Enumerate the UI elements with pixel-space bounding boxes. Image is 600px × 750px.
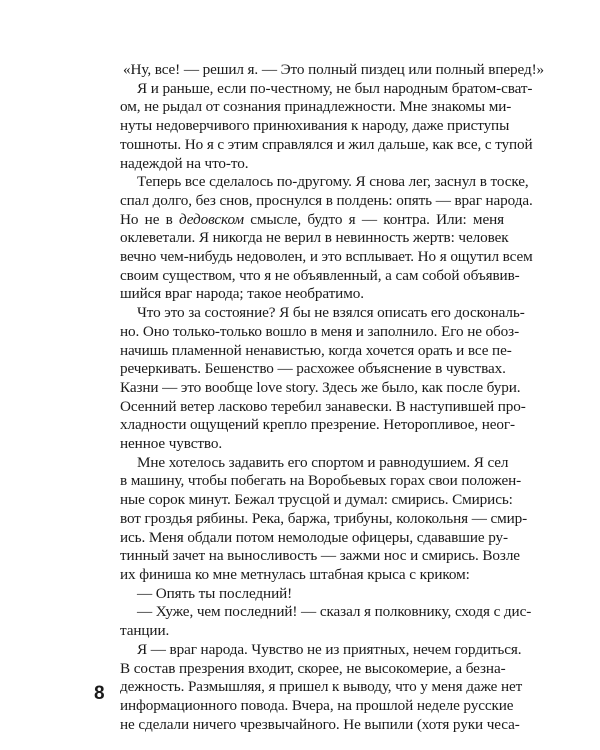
text-line: но. Оно только-только вошло в меня и заполнило. Его не обоз-	[120, 322, 520, 340]
text-line: Казни — это вообще love story. Здесь же было, как после бури.	[120, 378, 521, 396]
text-line: тошноты. Но я с этим справлялся и жил дальше, как все, с тупой	[120, 135, 533, 153]
text-line: нуты недоверчивого принюхивания к народу, даже приступы	[120, 117, 510, 135]
text-line: в машину, чтобы побегать на Воробьевых горах свои положен-	[120, 472, 522, 490]
text-line: их финиша ко мне метнулась штабная крыса с криком:	[120, 565, 470, 583]
text-line: тинный зачет на выносливость — зажми нос и смирись. Возле	[120, 547, 520, 565]
text-line: информационного повода. Вчера, на прошлой неделе русские	[120, 696, 514, 714]
text-line: Я и раньше, если по-честному, не был народным братом-сват-	[137, 79, 533, 97]
text-line: вот гроздья рябины. Река, баржа, трибуны, колокольня — смир-	[120, 509, 528, 527]
text-line: ом, не рыдал от сознания принадлежности. Мне знакомы ми-	[120, 98, 512, 116]
text-line: танции.	[120, 622, 170, 640]
text-line: Мне хотелось задавить его спортом и равнодушием. Я сел	[137, 453, 509, 471]
text-line: оклеветали. Я никогда не верил в невинность жертв: человек	[120, 229, 509, 247]
text-line: Теперь все сделалось по-другому. Я снова лег, заснул в тоске,	[137, 173, 529, 191]
text-line: речеркивать. Бешенство — расхожее объяснение в чувствах.	[120, 360, 506, 378]
text-line: дежность. Размышляя, я пришел к выводу, что у меня даже нет	[120, 678, 523, 696]
text-line: начишь пламенной ненавистью, когда хочется орать и все пе-	[120, 341, 512, 359]
text-line: Что это за состояние? Я бы не взялся описать его доскональ-	[137, 304, 525, 322]
text-line: хладности ощущений крепло презрение. Неторопливое, неог-	[120, 416, 516, 434]
text-line: — Опять ты последний!	[137, 584, 293, 602]
text-line: «Ну, все! — решил я. — Это полный пиздец или полный вперед!»	[123, 61, 545, 78]
text-line: ись. Меня обдали потом немолодые офицеры, сдававшие ру-	[120, 528, 508, 546]
text-line: спал долго, без снов, проснулся в полдень: опять — враг народа.	[120, 191, 533, 209]
text-line: ные сорок минут. Бежал трусцой и думал: смирись. Смирись:	[120, 491, 513, 509]
text-line: Я — враг народа. Чувство не из приятных, нечем гордиться.	[137, 640, 522, 658]
text-line: не сделали ничего чрезвычайного. Не выпили (хотя руки чеса-	[120, 715, 520, 733]
body-text	[120, 61, 545, 734]
text-line: надеждой на что-то.	[120, 154, 249, 172]
text-line: шийся враг народа; такое необратимо.	[120, 285, 364, 303]
text-line: ненное чувство.	[120, 435, 223, 453]
text-line: своим существом, что я не объявленный, а сам собой объявив-	[120, 266, 520, 284]
text-line: вечно чем-нибудь недоволен, и это всплывает. Но я ощутил всем	[120, 248, 533, 266]
text-line: Но не в дедовском смысле, будто я — контра. Или: меня	[120, 210, 504, 228]
text-line: — Хуже, чем последний! — сказал я полковнику, сходя с дис-	[137, 603, 532, 621]
text-line: Осенний ветер ласково теребил занавески. В наступившей про-	[120, 397, 526, 415]
page-number: 8	[94, 683, 105, 704]
text-line: В состав презрения входит, скорее, не высокомерие, а безна-	[120, 659, 506, 677]
